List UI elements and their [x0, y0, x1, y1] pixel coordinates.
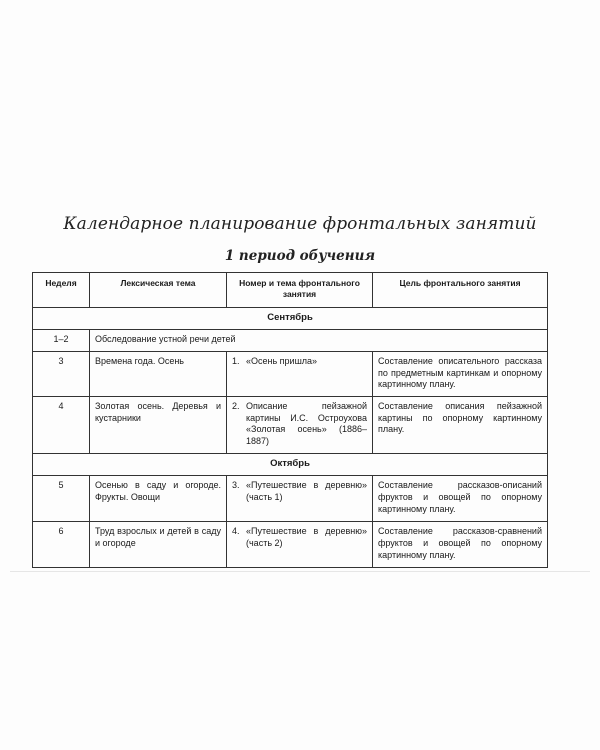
- cell-goal: Составление описания пейзажной картины по опорному картинному плану.: [373, 397, 548, 454]
- table-row: [33, 397, 548, 454]
- period-title: 1 период обучения: [224, 248, 376, 264]
- month-october: Октябрь: [33, 453, 548, 475]
- lesson-number: 4.: [232, 526, 240, 537]
- cell-goal: Составление описательного рассказа по предметным картинкам и опорному картинному плану.: [373, 352, 548, 397]
- month-september: Сентябрь: [33, 308, 548, 330]
- cell-week: 5: [33, 476, 90, 522]
- cell-week: 1–2: [33, 330, 90, 352]
- table-row: [33, 352, 548, 397]
- lesson-number: 2.: [232, 401, 240, 412]
- lesson-number: 3.: [232, 480, 240, 491]
- lesson-number: 1.: [232, 356, 240, 367]
- header-lesson: Номер и тема фронтального занятия: [227, 273, 373, 308]
- cell-week: 6: [33, 522, 90, 568]
- cell-lesson: [227, 397, 373, 454]
- cell-topic: Труд взрослых и детей в саду и огороде: [90, 522, 227, 568]
- cell-topic: Золотая осень. Деревья и кустарники: [90, 397, 227, 454]
- cell-week: 3: [33, 352, 90, 397]
- cell-goal: Составление рассказов-сравнений фруктов и овощей по опорному картинному плану.: [373, 522, 548, 568]
- lesson-title: Описание пейзажной картины И.С. Остроухова «Золотая осень» (1886–1887): [246, 401, 367, 447]
- cell-lesson: [227, 352, 373, 397]
- cell-topic: Времена года. Осень: [90, 352, 227, 397]
- table-header-row: [33, 273, 548, 308]
- cell-lesson: [227, 476, 373, 522]
- cell-goal: Составление рассказов-описаний фруктов и овощей по опорному картинному плану.: [373, 476, 548, 522]
- cell-week: 4: [33, 397, 90, 454]
- planning-table: [32, 272, 548, 568]
- cell-lesson: [227, 522, 373, 568]
- page-divider: [10, 571, 590, 572]
- table-row: [33, 522, 548, 568]
- document-title: Календарное планирование фронтальных занятий: [63, 214, 537, 234]
- cell-topic: Осенью в саду и огороде. Фрукты. Овощи: [90, 476, 227, 522]
- table-row: [33, 476, 548, 522]
- month-row: [33, 308, 548, 330]
- header-week: Неделя: [33, 273, 90, 308]
- header-lexical-topic: Лексическая тема: [90, 273, 227, 308]
- lesson-title: «Путешествие в деревню» (часть 1): [246, 480, 367, 502]
- table-row: [33, 330, 548, 352]
- lesson-title: «Путешествие в деревню» (часть 2): [246, 526, 367, 548]
- lesson-title: «Осень пришла»: [246, 356, 318, 367]
- header-goal: Цель фронтального занятия: [373, 273, 548, 308]
- cell-topic: Обследование устной речи детей: [90, 330, 548, 352]
- month-row: [33, 453, 548, 475]
